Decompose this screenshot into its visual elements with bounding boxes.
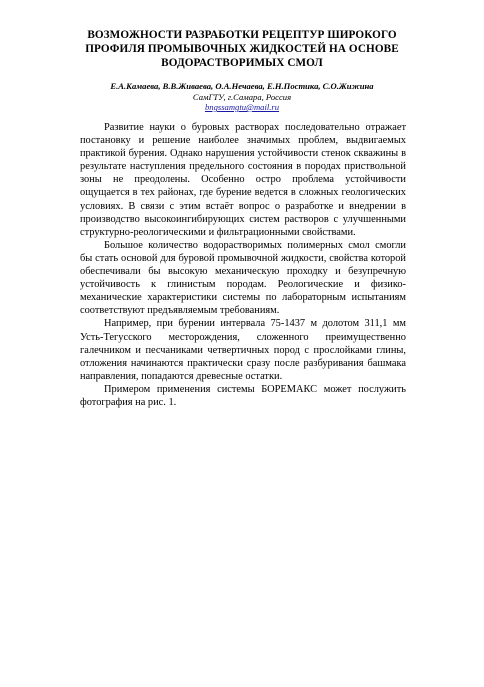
title-line-2: ПРОФИЛЯ ПРОМЫВОЧНЫХ ЖИДКОСТЕЙ НА ОСНОВЕ [85, 43, 399, 55]
affiliation-line: СамГТУ, г.Самара, Россия [192, 92, 292, 102]
authors-line: Е.А.Камаева, В.В.Живаева, О.А.Нечаева, Е.Н.Постика, С.О.Жижина [110, 81, 374, 91]
body-text [80, 121, 406, 409]
email-link[interactable]: bngssamgtu@mail.ru [204, 102, 280, 112]
paragraph-2: Большое количество водорастворимых полимерных смол смогли бы стать основой для буровой промывочной жидкости, свойства которой обеспечивали бы высокую механическую проходку и безупречную устойчивость к глинистым породам. Реологические и физико-механические характеристики системы по лабораторным испытаниям соответствуют предъявляемым требованиям. [80, 239, 406, 317]
paragraph-3: Например, при бурении интервала 75-1437 м долотом 311,1 мм Усть-Тегусского месторождения, сложенного преимущественно галечником и песчаниками четвертичных пород с прослойками глины, отложения начинаются практически сразу после разбуривания башмака направления, попадаются древесные остатки. [80, 318, 406, 382]
email-line [60, 102, 424, 112]
paragraph-4: Примером применения системы БОРЕМАКС может послужить фотография на рис. 1. [80, 383, 406, 408]
title-line-3: ВОДОРАСТВОРИМЫХ СМОЛ [161, 57, 323, 69]
paper-title [60, 28, 424, 70]
paragraph-1: Развитие науки о буровых растворах последовательно отражает постановку и решение наиболее значимых проблем, выдвигаемых практикой бурения. Однако нарушения устойчивости стенок скважины в результате наступления предельного состояния в породах приствольной зоны не преодолены. Особенно остро проблема устойчивости ощущается в тех районах, где бурение ведется в сложных геологических условиях. В связи с этим встаёт вопрос о разработке и внедрении в производство высокоингибирующих систем растворов с улучшенными структурно-реологическими и фильтрационными свойствами. [80, 122, 406, 238]
title-line-1: ВОЗМОЖНОСТИ РАЗРАБОТКИ РЕЦЕПТУР ШИРОКОГО [87, 29, 397, 41]
